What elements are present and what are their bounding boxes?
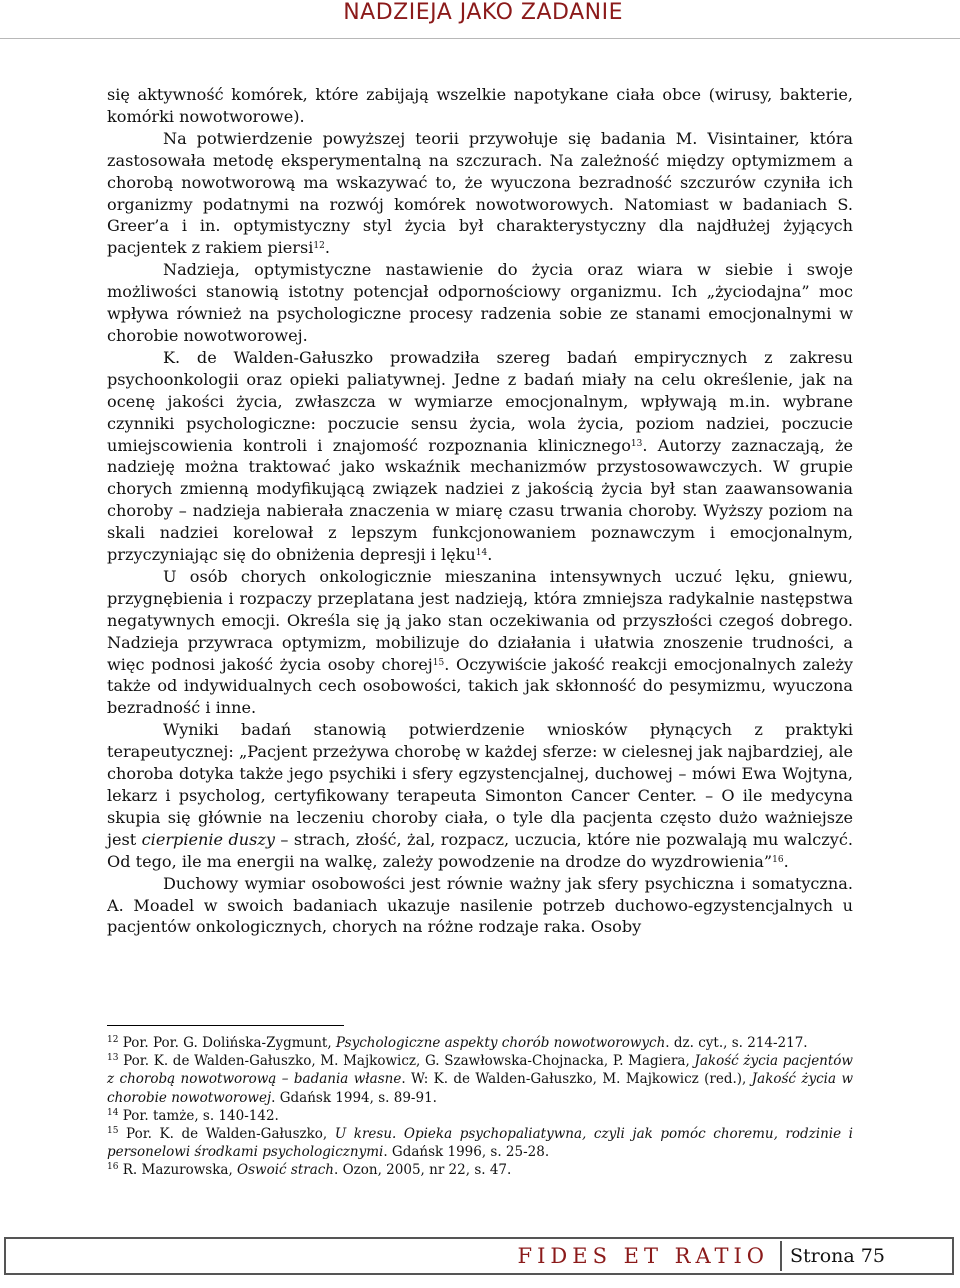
page-number: Strona 75 xyxy=(780,1241,950,1271)
paragraph-text: U osób chorych onkologicznie mieszanina intensywnych uczuć lęku, gniewu, przygnębienia i rozpaczy przeplatana jest nadzieją, która zmniejsza radykalnie następstwa negatywnych emocji. Określa się ją jako stan oczekiwania od przyszłości czegoś dobrego. Nadzieja przywraca optymizm, mobilizuje do działania i ułatwia znoszenie trudności, a więc podnosi jakość życia osoby chorej xyxy=(107,566,853,674)
paragraph-text: . Autorzy zaznaczają, że nadzieję można traktować jako wskaźnik mechanizmów przystosowawczych. W grupie chorych zmienną modyfikującą związek nadziei z jakością życia był stan zaawansowania choroby – nadzieja nabierała znaczenia w miarę czasu trwania choroby. Wyższy poziom na skali nadziei korelował z lepszym funkcjonowaniem poznawczym i emocjonalnym, przyczyniając się do obniżenia depresji i lęku xyxy=(107,435,853,565)
footnote-marker: 13 xyxy=(107,1053,119,1064)
italic-text: Oswoić strach xyxy=(237,1162,335,1179)
paragraph-text: Wyniki badań stanowią potwierdzenie wniosków płynących z praktyki terapeutycznej: „Pacjent przeżywa chorobę w każdej sferze: w cielesnej jak najbardziej, ale choroba dotyka także jego psychiki i sfery egzystencjalnej, duchowej – mówi Ewa Wojtyna, lekarz i psycholog, certyfikowany terapeuta Simonton Cancer Center. – O ile medycyna skupia się głównie na leczeniu choroby ciała, o tyle dla pacjenta często dużo ważniejsze jest xyxy=(107,720,853,849)
paragraph-text: – strach, złość, żal, rozpacz, uczucia, które nie pozwalają mu walczyć. Od tego, ile ma energii na walkę, zależy powodzenie na drodze do wyzdrowienia” xyxy=(107,829,853,871)
footnote xyxy=(107,1034,853,1052)
footnote-marker: 15 xyxy=(107,1126,119,1137)
paragraph xyxy=(107,128,853,259)
paragraph xyxy=(107,347,853,566)
footnote-text: . Gdańsk 1996, s. 25-28. xyxy=(383,1144,550,1161)
footnote-text: Por. K. de Walden-Gałuszko, M. Majkowicz, G. Szawłowska-Chojnacka, P. Magiera, xyxy=(118,1053,695,1070)
footnote-text: Por. Por. G. Dolińska-Zygmunt, xyxy=(118,1035,336,1051)
paragraph-text: Nadzieja, optymistyczne nastawienie do życia oraz wiara w siebie i swoje możliwości stanowią istotny potencjał odpornościowy organizmu. Ich „życiodajna” moc wpływa również na psychologiczne procesy radzenia sobie ze stanami emocjonalnymi w chorobie nowotworowej. xyxy=(107,260,853,345)
journal-name: FIDES ET RATIO xyxy=(517,1244,769,1268)
italic-text: Jakość życia pacjentów z chorobą nowotworową – badania własne xyxy=(107,1053,853,1088)
footnote-marker: 16 xyxy=(772,854,784,865)
footnote-marker: 16 xyxy=(107,1162,119,1173)
paragraph-text: Duchowy wymiar osobowości jest równie ważny jak sfery psychiczna i somatyczna. A. Moadel w swoich badaniach ukazuje nasilenie potrzeb duchowo-egzystencjalnych u pacjentów onkologicznych, chorych na różne rodzaje raka. Osoby xyxy=(107,873,853,937)
paragraph-text: . xyxy=(487,545,493,565)
footnote-text: Por. K. de Walden-Gałuszko, xyxy=(118,1126,335,1143)
paragraph-text: się aktywność komórek, które zabijają wszelkie napotykane ciała obce (wirusy, bakterie, komórki nowotworowe). xyxy=(107,85,853,126)
footnote-marker: 15 xyxy=(432,657,445,668)
italic-text: cierpienie duszy xyxy=(141,829,275,849)
footnote-text: . Ozon, 2005, nr 22, s. 47. xyxy=(334,1162,512,1179)
page-footer xyxy=(0,1237,960,1277)
footnote-marker: 12 xyxy=(107,1035,119,1045)
footnote xyxy=(107,1125,853,1161)
italic-text: Psychologiczne aspekty chorób nowotworowych xyxy=(335,1035,666,1051)
paragraph xyxy=(107,259,853,347)
paragraph-text: . Oczywiście jakość reakcji emocjonalnych zależy także od indywidualnych cech osobowości, takich jak skłonność do pesymizmu, wyuczona bezradność i inne. xyxy=(107,654,853,718)
paragraph xyxy=(107,719,853,872)
footnote-separator xyxy=(107,1025,344,1026)
footnote-marker: 13 xyxy=(630,438,643,449)
footnotes xyxy=(107,1034,853,1180)
paragraph xyxy=(107,873,853,939)
footnote-text: . Gdańsk 1994, s. 89-91. xyxy=(271,1089,437,1106)
paragraph-text: K. de Walden-Gałuszko prowadziła szereg badań empirycznych z zakresu psychoonkologii oraz opieki paliatywnej. Jedne z badań miały na celu określenie, jak na ocenę jakości życia, zwłaszcza w wymiarze emocjonalnym, wpływają m.in. wybrane czynniki psychologiczne: poczucie sensu życia, wola życia, poziom nadziei, poczucie umiejscowienia kontroli i znajomość rozpoznania klinicznego xyxy=(107,347,853,455)
footnote xyxy=(107,1107,853,1125)
header-divider xyxy=(0,38,960,39)
body-text xyxy=(107,84,853,938)
italic-text: U kresu. Opieka psychopaliatywna, czyli jak pomóc choremu, rodzinie i personelowi środkami psychologicznymi xyxy=(107,1126,854,1161)
footnote-text: . dz. cyt., s. 214-217. xyxy=(665,1035,808,1051)
footnote-marker: 14 xyxy=(107,1107,119,1118)
paragraph-text: . xyxy=(783,851,789,871)
footnote-text: Por. tamże, s. 140-142. xyxy=(118,1107,279,1124)
footnote-text: . W: K. de Walden-Gałuszko, M. Majkowicz (red.), xyxy=(401,1071,752,1088)
footnote-marker: 14 xyxy=(475,548,488,559)
paragraph xyxy=(107,566,853,719)
footnote xyxy=(107,1052,853,1107)
italic-text: Jakość życia w chorobie nowotworowej xyxy=(107,1071,853,1106)
paragraph-text: Na potwierdzenie powyższej teorii przywołuje się badania M. Visintainer, która zastosowała metodę eksperymentalną na szczurach. Na zależność między optymizmem a chorobą nowotworową ma wskazywać to, że wyuczona bezradność szczurów czyniła ich organizmy podatnymi na rozwój komórek nowotworowych. Natomiast w badaniach S. Greer’a i in. optymistyczny styl życia był charakterystyczny dla najdłużej żyjących pacjentek z rakiem piersi xyxy=(107,128,853,258)
running-header xyxy=(0,0,960,33)
footnote-text: R. Mazurowska, xyxy=(118,1162,238,1179)
footnote xyxy=(107,1161,853,1179)
footnote-marker: 12 xyxy=(313,241,325,252)
paragraph xyxy=(107,84,853,128)
paragraph-text: . xyxy=(324,238,330,258)
running-header-title: NADZIEJA JAKO ZADANIE xyxy=(343,0,623,25)
